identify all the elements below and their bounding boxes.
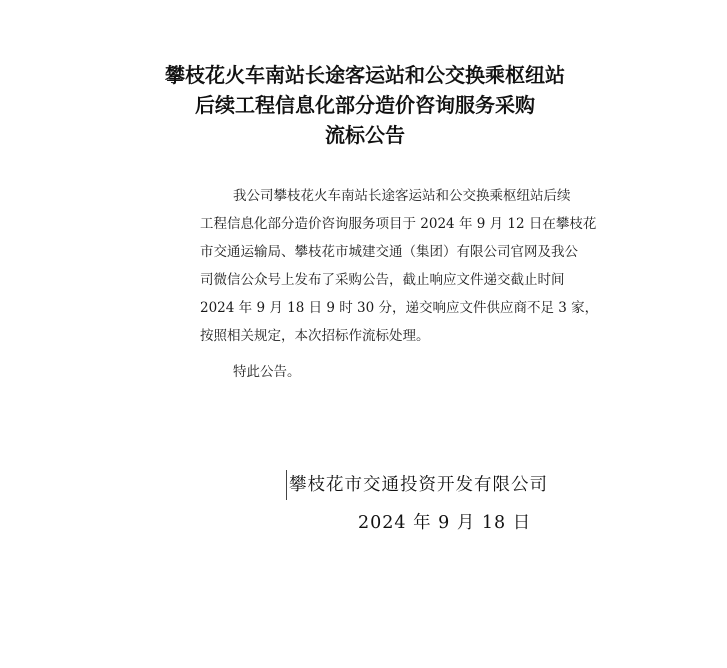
- body-line-1: 我公司攀枝花火车南站长途客运站和公交换乘枢纽站后续: [233, 188, 571, 204]
- signature-company: 攀枝花市交通投资开发有限公司: [286, 470, 548, 500]
- body-line-5: 2024 年 9 月 18 日 9 时 30 分，递交响应文件供应商不足 3 家，: [200, 300, 599, 316]
- closing-text: 特此公告。: [233, 364, 301, 380]
- title-line-3: 流标公告: [325, 123, 405, 147]
- body-line-6: 按照相关规定，本次招标作流标处理。: [200, 328, 430, 344]
- title-line-1: 攀枝花火车南站长途客运站和公交换乘枢纽站: [165, 63, 565, 87]
- body-line-3: 市交通运输局、攀枝花市城建交通（集团）有限公司官网及我公: [200, 244, 578, 260]
- body-line-2: 工程信息化部分造价咨询服务项目于 2024 年 9 月 12 日在攀枝花: [200, 216, 597, 232]
- title-line-2: 后续工程信息化部分造价咨询服务采购: [195, 93, 535, 117]
- body-line-4: 司微信公众号上发布了采购公告，截止响应文件递交截止时间: [200, 272, 565, 288]
- signature-date: 2024 年 9 月 18 日: [358, 513, 532, 533]
